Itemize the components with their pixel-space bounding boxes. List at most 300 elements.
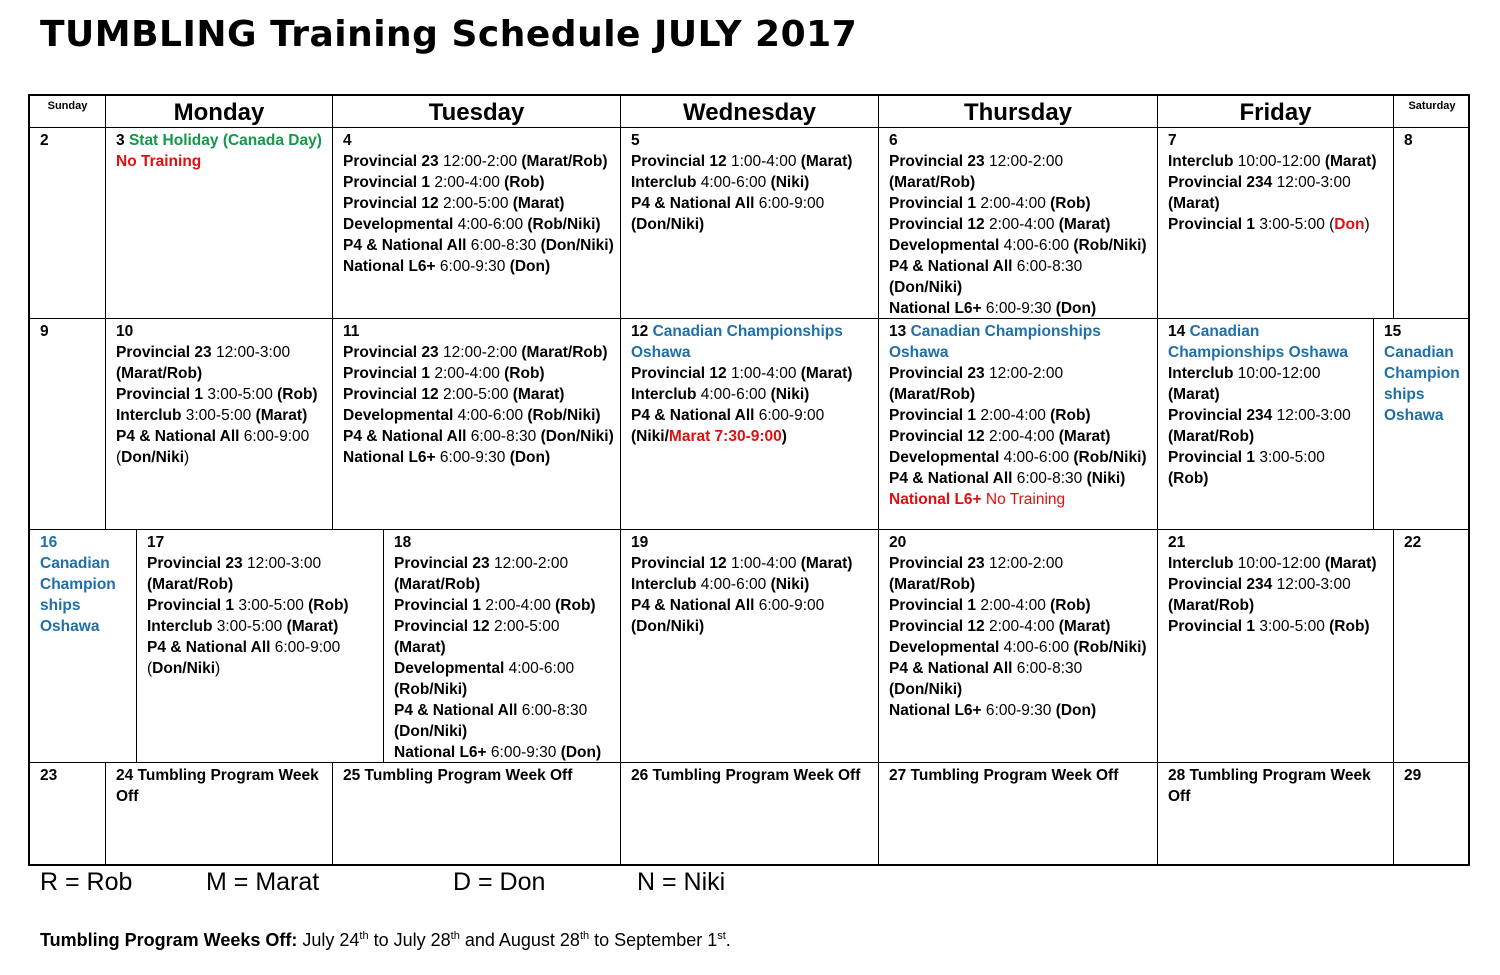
session-coaches: (Marat) [800, 365, 853, 382]
week-off-label: 24 Tumbling Program Week Off [116, 767, 319, 805]
session-line [343, 193, 610, 214]
session-list [631, 553, 868, 637]
session-time: 6:00-9:30 [981, 300, 1056, 317]
paren: ) [1364, 216, 1370, 233]
week-row-2 [30, 318, 1468, 529]
session-line [889, 214, 1147, 235]
session-time: 12:00-2:00 [984, 153, 1064, 170]
day-number: 7 [1168, 132, 1177, 149]
session-line [631, 151, 868, 172]
session-coaches: (Marat) [255, 407, 308, 424]
session-line [889, 574, 1147, 595]
session-time: 4:00-6:00 [453, 407, 528, 424]
session-line [394, 595, 610, 616]
day-cell-29 [1393, 763, 1470, 866]
session-coaches: (Niki) [770, 576, 810, 593]
session-time: 12:00-3:00 [242, 555, 322, 572]
day-cell-27 [878, 763, 1157, 866]
header-friday: Friday [1157, 96, 1393, 127]
session-line [394, 742, 610, 762]
session-line [889, 405, 1147, 426]
session-group: Provincial 23 [889, 555, 985, 572]
session-line [889, 616, 1147, 637]
legend-rob: R = Rob [40, 868, 133, 896]
day-number: 16 [40, 534, 58, 551]
session-line [116, 405, 322, 426]
day-number: 17 [147, 534, 165, 551]
event-label: Canadian Championships Oshawa [889, 323, 1101, 361]
session-line [147, 574, 373, 595]
coach-highlight: Don [1334, 216, 1365, 233]
event-label: Canadian Championships Oshawa [631, 323, 843, 361]
session-line [343, 405, 610, 426]
session-group: Provincial 12 [631, 153, 727, 170]
session-group: Provincial 1 [1168, 216, 1256, 233]
session-group: Provincial 1 [1168, 618, 1256, 635]
session-coaches: (Don) [560, 744, 602, 761]
session-coaches: (Rob/Niki) [527, 407, 601, 424]
day-cell-14 [1157, 319, 1373, 529]
session-time: ( [147, 660, 153, 677]
session-group: Provincial 1 [343, 365, 431, 382]
day-number: 20 [889, 534, 907, 551]
session-group: Provincial 12 [889, 216, 985, 233]
session-line [889, 637, 1147, 658]
session-time: 6:00-8:30 [1012, 470, 1087, 487]
page-title: TUMBLING Training Schedule JULY 2017 [40, 14, 858, 55]
session-group: Provincial 234 [1168, 576, 1273, 593]
session-line [1168, 363, 1363, 384]
session-line [343, 235, 614, 256]
event-label: Canadian Championships Oshawa [1168, 323, 1349, 361]
session-line [889, 363, 1147, 384]
session-line [631, 172, 868, 193]
session-line [394, 700, 610, 721]
session-line [889, 700, 1147, 721]
session-time: 3:00-5:00 [203, 386, 278, 403]
session-line [889, 193, 1147, 214]
session-group: Interclub [1168, 153, 1234, 170]
day-cell-9 [30, 319, 105, 529]
session-coaches: (Rob/Niki) [1073, 237, 1147, 254]
session-line [889, 172, 1147, 193]
session-line [889, 595, 1147, 616]
session-time: 4:00-6:00 [504, 660, 575, 677]
session-coaches: (Rob) [504, 174, 545, 191]
header-thursday: Thursday [878, 96, 1157, 127]
session-group: National L6+ [889, 300, 982, 317]
session-line [889, 553, 1147, 574]
session-group: Provincial 1 [889, 195, 977, 212]
session-coaches: (Marat) [512, 195, 565, 212]
session-coaches: (Rob/Niki) [394, 681, 468, 698]
session-coaches: (Rob) [1050, 597, 1091, 614]
session-coaches: (Marat) [1168, 195, 1220, 212]
session-line [343, 384, 610, 405]
week-off-label: 26 Tumbling Program Week Off [631, 767, 861, 784]
day-cell-18 [383, 530, 620, 762]
session-group: Provincial 23 [343, 344, 439, 361]
header-wednesday: Wednesday [620, 96, 878, 127]
session-coaches: (Don) [509, 449, 551, 466]
session-list [1168, 553, 1383, 637]
session-time: 6:00-9:00 [270, 639, 341, 656]
coach-highlight: Marat 7:30-9:00 [668, 428, 782, 445]
session-time: 12:00-2:00 [489, 555, 569, 572]
session-time: 6:00-8:30 [1012, 258, 1083, 275]
session-coaches: (Marat/Rob) [521, 153, 608, 170]
session-line [1168, 595, 1383, 616]
session-time: 4:00-6:00 [696, 174, 771, 191]
session-time: 4:00-6:00 [696, 576, 771, 593]
header-monday: Monday [105, 96, 332, 127]
session-line [116, 363, 322, 384]
session-group: Provincial 12 [889, 428, 985, 445]
session-group: Provincial 1 [147, 597, 235, 614]
paren: ) [215, 660, 221, 677]
session-time: 3:00-5:00 [1255, 618, 1330, 635]
session-list [116, 342, 322, 468]
week-row-1 [30, 127, 1468, 318]
session-time: 2:00-4:00 [976, 597, 1051, 614]
session-line [394, 721, 610, 742]
session-group: Developmental [889, 639, 1000, 656]
session-coaches: (Rob) [277, 386, 318, 403]
day-number: 15 [1384, 323, 1402, 340]
session-time: 12:00-3:00 [1272, 407, 1351, 424]
session-group: Provincial 12 [889, 618, 985, 635]
session-list [631, 363, 868, 426]
session-time: 12:00-2:00 [984, 555, 1064, 572]
session-time: 4:00-6:00 [999, 639, 1074, 656]
session-group: Provincial 23 [147, 555, 243, 572]
session-group: Provincial 234 [1168, 407, 1273, 424]
session-line [631, 574, 868, 595]
session-time: 6:00-9:00 [754, 407, 825, 424]
session-line [631, 405, 868, 426]
session-coaches: (Marat/Rob) [147, 576, 234, 593]
session-group: Provincial 1 [116, 386, 204, 403]
day-cell-7 [1157, 128, 1393, 318]
session-group: Provincial 12 [631, 555, 727, 572]
session-group: P4 & National All [394, 702, 518, 719]
session-coaches: (Don/Niki) [889, 681, 963, 698]
session-line [631, 595, 868, 616]
day-number: 23 [40, 767, 58, 784]
session-group: Provincial 23 [889, 153, 985, 170]
day-cell-2 [30, 128, 105, 318]
week-row-4 [30, 762, 1468, 866]
note-text: to September 1 [589, 930, 718, 950]
session-list [394, 553, 610, 762]
day-number: 9 [40, 323, 49, 340]
no-training-label: No Training [116, 153, 202, 170]
week-off-label: 28 Tumbling Program Week Off [1168, 767, 1371, 805]
day-cell-3 [105, 128, 332, 318]
session-group: Provincial 23 [394, 555, 490, 572]
weeks-off-note [40, 930, 731, 951]
session-time: 2:00-4:00 [430, 365, 505, 382]
session-coaches: (Don/Niki) [631, 216, 705, 233]
session-group: P4 & National All [147, 639, 271, 656]
session-time: 6:00-9:30 [435, 258, 510, 275]
header-row [30, 96, 1468, 127]
session-line [1168, 405, 1363, 426]
session-coaches: (Niki) [770, 174, 810, 191]
legend-don: D = Don [453, 868, 546, 896]
calendar-table [28, 94, 1470, 866]
session-time: 4:00-6:00 [999, 449, 1074, 466]
session-coaches: (Marat/Rob) [394, 576, 481, 593]
session-group: P4 & National All [343, 428, 467, 445]
session-time: 12:00-2:00 [438, 344, 522, 361]
session-line [116, 384, 322, 405]
session-list [147, 553, 373, 679]
day-cell-4 [332, 128, 620, 318]
session-group: National L6+ [394, 744, 487, 761]
ordinal: th [359, 930, 369, 942]
session-time: ( [116, 449, 122, 466]
session-line [394, 553, 610, 574]
day-number: 13 [889, 323, 907, 340]
note-text: and August 28 [459, 930, 580, 950]
session-group: P4 & National All [631, 597, 755, 614]
session-line [889, 256, 1147, 277]
session-time: 6:00-9:00 [754, 597, 825, 614]
session-time: 2:00-4:00 [984, 618, 1059, 635]
session-group: Provincial 234 [1168, 174, 1273, 191]
session-coaches: (Don) [509, 258, 551, 275]
session-line [1168, 384, 1363, 405]
day-number: 19 [631, 534, 649, 551]
session-coaches: (Marat/Rob) [1168, 428, 1255, 445]
session-coaches: Don/Niki [121, 449, 185, 466]
session-group: Developmental [889, 237, 1000, 254]
session-group: P4 & National All [889, 258, 1013, 275]
session-coaches: (Rob/Niki) [527, 216, 601, 233]
day-number: 14 [1168, 323, 1186, 340]
event-label: Canadian Champion ships Oshawa [1384, 344, 1460, 424]
header-saturday: Saturday [1393, 96, 1470, 127]
session-group: Provincial 1 [1168, 449, 1256, 466]
session-coaches: (Marat) [1058, 618, 1111, 635]
session-group: Provincial 23 [889, 365, 985, 382]
session-time: 10:00-12:00 [1233, 153, 1325, 170]
session-time: 3:00-5:00 [181, 407, 256, 424]
day-cell-21 [1157, 530, 1393, 762]
session-coaches: (Marat) [1324, 153, 1377, 170]
event-label: Canadian Champion ships Oshawa [40, 555, 116, 635]
session-coaches: (Rob) [504, 365, 545, 382]
day-cell-22 [1393, 530, 1470, 762]
session-line [889, 384, 1147, 405]
session-line [1168, 553, 1383, 574]
session-coaches: (Marat/Rob) [889, 386, 976, 403]
session-group: National L6+ [343, 258, 436, 275]
session-list [1168, 151, 1383, 214]
session-line [147, 658, 373, 679]
day-number: 11 [343, 323, 360, 340]
session-list [631, 151, 868, 235]
session-time: 6:00-9:30 [486, 744, 561, 761]
session-line [1168, 193, 1383, 214]
session-line [394, 658, 610, 679]
session-time: 6:00-8:30 [466, 428, 541, 445]
session-group: Developmental [889, 449, 1000, 466]
session-line [889, 235, 1147, 256]
session-coaches: (Don/Niki) [631, 618, 705, 635]
session-line [116, 342, 322, 363]
holiday-label: Stat Holiday (Canada Day) [128, 132, 322, 149]
session-line [343, 447, 610, 468]
paren: ) [184, 449, 190, 466]
header-tuesday: Tuesday [332, 96, 620, 127]
session-time: 6:00-9:30 [981, 702, 1056, 719]
session-time: 2:00-4:00 [984, 216, 1059, 233]
note-text: . [725, 930, 731, 950]
session-coaches: (Marat/Rob) [116, 365, 203, 382]
day-number: 2 [40, 132, 49, 149]
session-coaches: (Rob) [555, 597, 596, 614]
session-time: 2:00-5:00 [438, 195, 513, 212]
day-number: 18 [394, 534, 412, 551]
session-time: 2:00-4:00 [976, 407, 1051, 424]
session-group: National L6+ [889, 702, 982, 719]
day-cell-19 [620, 530, 878, 762]
session-time: 6:00-9:00 [239, 428, 310, 445]
session-group: Provincial 1 [343, 174, 431, 191]
session-coaches: (Marat) [1324, 555, 1377, 572]
day-cell-20 [878, 530, 1157, 762]
session-line [1168, 616, 1383, 637]
day-cell-17 [136, 530, 383, 762]
session-time: 4:00-6:00 [453, 216, 528, 233]
session-group: Developmental [394, 660, 505, 677]
session-group: Interclub [1168, 365, 1234, 382]
session-group: P4 & National All [889, 660, 1013, 677]
session-line [343, 256, 610, 277]
session-coaches: (Niki) [770, 386, 810, 403]
day-cell-28 [1157, 763, 1393, 866]
session-line [1168, 468, 1363, 489]
session-coaches: (Marat) [1168, 386, 1220, 403]
session-time: 2:00-4:00 [984, 428, 1059, 445]
day-cell-23 [30, 763, 105, 866]
day-cell-10 [105, 319, 332, 529]
session-group: Provincial 1 [889, 407, 977, 424]
session-coaches: Don/Niki [152, 660, 216, 677]
session-group: Provincial 12 [631, 365, 727, 382]
session-group: P4 & National All [116, 428, 240, 445]
session-list [889, 553, 1147, 721]
day-number: 29 [1404, 767, 1422, 784]
session-time: 1:00-4:00 [726, 153, 801, 170]
session-group: Provincial 12 [343, 195, 439, 212]
session-time: 6:00-8:30 [466, 237, 541, 254]
note-text: to July 28 [368, 930, 451, 950]
session-coaches: (Rob) [1168, 470, 1209, 487]
session-group: Provincial 12 [394, 618, 490, 635]
session-coaches: (Rob) [308, 597, 349, 614]
day-number: 4 [343, 132, 352, 149]
day-number: 6 [889, 132, 898, 149]
day-cell-24 [105, 763, 332, 866]
session-coaches: (Rob) [1329, 618, 1370, 635]
session-time: 3:00-5:00 [1255, 449, 1325, 466]
session-line [631, 616, 868, 637]
day-number: 10 [116, 323, 134, 340]
session-group: P4 & National All [343, 237, 467, 254]
session-time: 12:00-3:00 [1272, 576, 1351, 593]
session-line [889, 298, 1147, 318]
session-line [1168, 574, 1383, 595]
session-line [1168, 172, 1383, 193]
session-time: 4:00-6:00 [999, 237, 1074, 254]
session-line [343, 342, 610, 363]
session-coaches: (Don/Niki) [394, 723, 468, 740]
session-line [631, 214, 868, 235]
session-time: 6:00-9:00 [754, 195, 825, 212]
day-cell-26 [620, 763, 878, 866]
session-coaches: (Rob/Niki) [1073, 449, 1147, 466]
session-line [343, 363, 610, 384]
session-coaches: (Marat/Rob) [1168, 597, 1255, 614]
session-time: 2:00-4:00 [481, 597, 556, 614]
session-group: National L6+ [343, 449, 436, 466]
session-time: 12:00-3:00 [211, 344, 291, 361]
session-time: 3:00-5:00 [212, 618, 287, 635]
day-cell-5 [620, 128, 878, 318]
session-time: 1:00-4:00 [726, 365, 801, 382]
day-number: 21 [1168, 534, 1186, 551]
session-coaches: (Marat) [1058, 216, 1111, 233]
day-cell-16 [30, 530, 136, 762]
session-group: Developmental [343, 407, 454, 424]
session-line [394, 616, 610, 637]
session-line [116, 447, 322, 468]
session-coaches: (Marat) [286, 618, 339, 635]
session-line [147, 553, 373, 574]
legend-marat: M = Marat [206, 868, 320, 896]
session-line [1168, 426, 1363, 447]
session-time: 12:00-2:00 [438, 153, 522, 170]
session-line [116, 426, 322, 447]
legend-niki: N = Niki [637, 868, 726, 896]
session-line [394, 679, 610, 700]
session-line [343, 426, 614, 447]
session-time: 6:00-9:30 [435, 449, 510, 466]
session-line [631, 384, 868, 405]
session-coaches: (Marat/Rob) [521, 344, 608, 361]
session-coaches: (Marat/Rob) [889, 576, 976, 593]
session-time: 2:00-5:00 [489, 618, 560, 635]
session-group: Provincial 1 [394, 597, 482, 614]
session-line [631, 553, 868, 574]
session-time: 4:00-6:00 [696, 386, 771, 403]
session-time: 6:00-8:30 [1012, 660, 1083, 677]
session-list [343, 151, 614, 277]
session-line [394, 574, 610, 595]
session-coaches: (Rob) [1050, 195, 1091, 212]
day-number: 5 [631, 132, 640, 149]
ordinal: th [579, 930, 590, 942]
session-group: P4 & National All [889, 470, 1013, 487]
session-line [889, 679, 1147, 700]
session-group: Interclub [631, 174, 697, 191]
session-coaches: (Marat) [1058, 428, 1111, 445]
session-line [889, 447, 1147, 468]
session-coaches: (Don/Niki) [540, 428, 614, 445]
